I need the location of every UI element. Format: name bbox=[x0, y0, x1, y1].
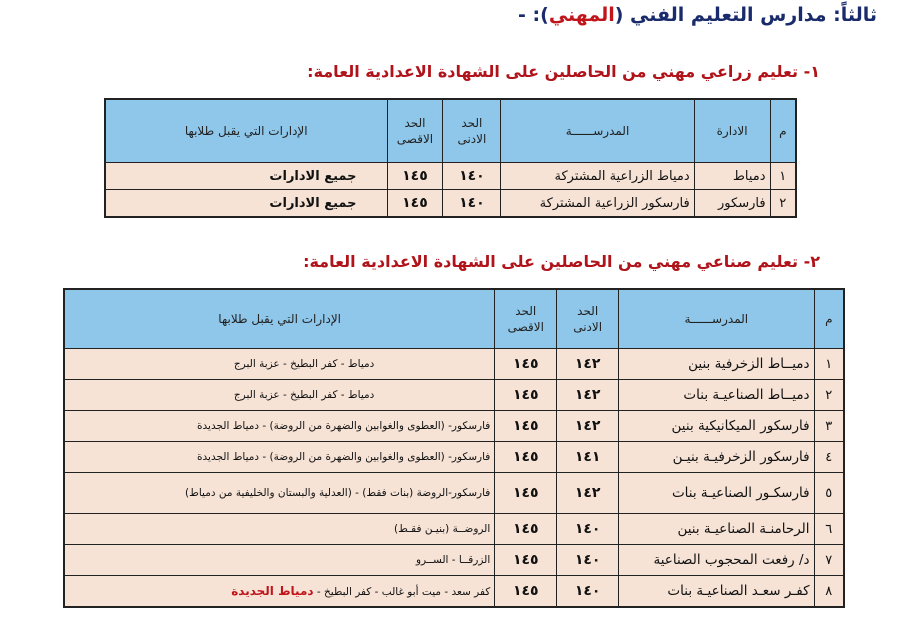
row-index: ٦ bbox=[814, 514, 844, 545]
row-max: ١٤٥ bbox=[495, 411, 557, 442]
table-row bbox=[64, 442, 844, 473]
col-header-min: الحد الادنى bbox=[443, 99, 501, 163]
row-max: ١٤٥ bbox=[495, 380, 557, 411]
col-header-accepted: الإدارات التي يقبل طلابها bbox=[64, 289, 495, 349]
table-row bbox=[64, 545, 844, 576]
page-title-highlight: المهني bbox=[548, 4, 615, 26]
row-max: ١٤٥ bbox=[387, 190, 443, 218]
row-school: كفـر سعـد الصناعيـة بنات bbox=[619, 576, 814, 608]
row-min: ١٤١ bbox=[557, 442, 619, 473]
col-header-index: م bbox=[814, 289, 844, 349]
table-row bbox=[105, 190, 796, 218]
row-min: ١٤٠ bbox=[557, 576, 619, 608]
col-header-school: المدرســــــة bbox=[501, 99, 694, 163]
row-index: ٧ bbox=[814, 545, 844, 576]
row-index: ١ bbox=[814, 349, 844, 380]
row-accepted: فارسكور-الروضة (بنات فقط) - (العدلية والبستان والخليفية من دمياط) bbox=[64, 473, 495, 514]
row-accepted: الروضــة (بنيـن فقـط) bbox=[64, 514, 495, 545]
row-accepted: جميع الادارات bbox=[105, 163, 387, 190]
row-school: فارسكور الزخرفيـة بنيـن bbox=[619, 442, 814, 473]
row-school: فارسكـور الصناعيـة بنات bbox=[619, 473, 814, 514]
section2-title: ٢- تعليم صناعي مهني من الحاصلين على الشهادة الاعدادية العامة: bbox=[303, 252, 820, 271]
row-max: ١٤٥ bbox=[495, 576, 557, 608]
page-title bbox=[518, 4, 877, 26]
table-header-row bbox=[64, 289, 844, 349]
row-accepted: دمياط - كفر البطيخ - عزبة البرج bbox=[64, 349, 495, 380]
row-min: ١٤٠ bbox=[557, 545, 619, 576]
row-min: ١٤٢ bbox=[557, 380, 619, 411]
row-school: فارسكور الزراعية المشتركة bbox=[501, 190, 694, 218]
row-accepted: دمياط - كفر البطيخ - عزبة البرج bbox=[64, 380, 495, 411]
row-school: د/ رفعت المحجوب الصناعية bbox=[619, 545, 814, 576]
row-min: ١٤٢ bbox=[557, 411, 619, 442]
agricultural-schools-table bbox=[104, 98, 797, 218]
col-header-administration: الادارة bbox=[694, 99, 770, 163]
row-accepted bbox=[64, 576, 495, 608]
row-index: ١ bbox=[770, 163, 796, 190]
row-index: ٣ bbox=[814, 411, 844, 442]
col-header-school: المدرســــــة bbox=[619, 289, 814, 349]
row-school: دمياط الزراعية المشتركة bbox=[501, 163, 694, 190]
row-index: ٥ bbox=[814, 473, 844, 514]
row-max: ١٤٥ bbox=[495, 514, 557, 545]
row-min: ١٤٠ bbox=[557, 514, 619, 545]
row-max: ١٤٥ bbox=[387, 163, 443, 190]
table-row bbox=[105, 163, 796, 190]
table-row bbox=[64, 349, 844, 380]
table-row bbox=[64, 380, 844, 411]
row-index: ٢ bbox=[814, 380, 844, 411]
row-administration: دمياط bbox=[694, 163, 770, 190]
col-header-index: م bbox=[770, 99, 796, 163]
table-header-row bbox=[105, 99, 796, 163]
table-row bbox=[64, 514, 844, 545]
row-accepted: فارسكور- (العطوى والغوابين والضهرة من الروضة) - دمياط الجديدة bbox=[64, 442, 495, 473]
row-max: ١٤٥ bbox=[495, 473, 557, 514]
page-title-prefix: ثالثاً: مدارس التعليم الفني ( bbox=[614, 4, 877, 26]
col-header-min: الحد الادنى bbox=[557, 289, 619, 349]
row-school: فارسكور الميكانيكية بنين bbox=[619, 411, 814, 442]
col-header-accepted: الإدارات التي يقبل طلابها bbox=[105, 99, 387, 163]
row-school: دميــاط الصناعيـة بنات bbox=[619, 380, 814, 411]
row-accepted-text: كفر سعد - ميت أبو غالب - كفر البطيخ - bbox=[313, 586, 491, 598]
row-administration: فارسكور bbox=[694, 190, 770, 218]
industrial-schools-table bbox=[63, 288, 845, 608]
table-row bbox=[64, 473, 844, 514]
row-school: الرحامنـة الصناعيـة بنين bbox=[619, 514, 814, 545]
row-accepted: جميع الادارات bbox=[105, 190, 387, 218]
row-school: دميــاط الزخرفية بنين bbox=[619, 349, 814, 380]
table-row bbox=[64, 411, 844, 442]
row-accepted-highlight: دمياط الجديدة bbox=[231, 584, 314, 598]
row-max: ١٤٥ bbox=[495, 442, 557, 473]
row-min: ١٤٢ bbox=[557, 473, 619, 514]
row-min: ١٤٢ bbox=[557, 349, 619, 380]
row-index: ٤ bbox=[814, 442, 844, 473]
row-index: ٢ bbox=[770, 190, 796, 218]
page-title-suffix: ): - bbox=[518, 4, 549, 26]
table-row bbox=[64, 576, 844, 608]
row-accepted: الزرقــا - الســرو bbox=[64, 545, 495, 576]
row-min: ١٤٠ bbox=[443, 163, 501, 190]
col-header-max: الحد الاقصى bbox=[387, 99, 443, 163]
row-accepted: فارسكور- (العطوى والغوابين والضهرة من الروضة) - دمياط الجديدة bbox=[64, 411, 495, 442]
col-header-max: الحد الاقصى bbox=[495, 289, 557, 349]
row-min: ١٤٠ bbox=[443, 190, 501, 218]
row-max: ١٤٥ bbox=[495, 545, 557, 576]
section1-title: ١- تعليم زراعي مهني من الحاصلين على الشهادة الاعدادية العامة: bbox=[307, 62, 820, 81]
row-index: ٨ bbox=[814, 576, 844, 608]
row-max: ١٤٥ bbox=[495, 349, 557, 380]
